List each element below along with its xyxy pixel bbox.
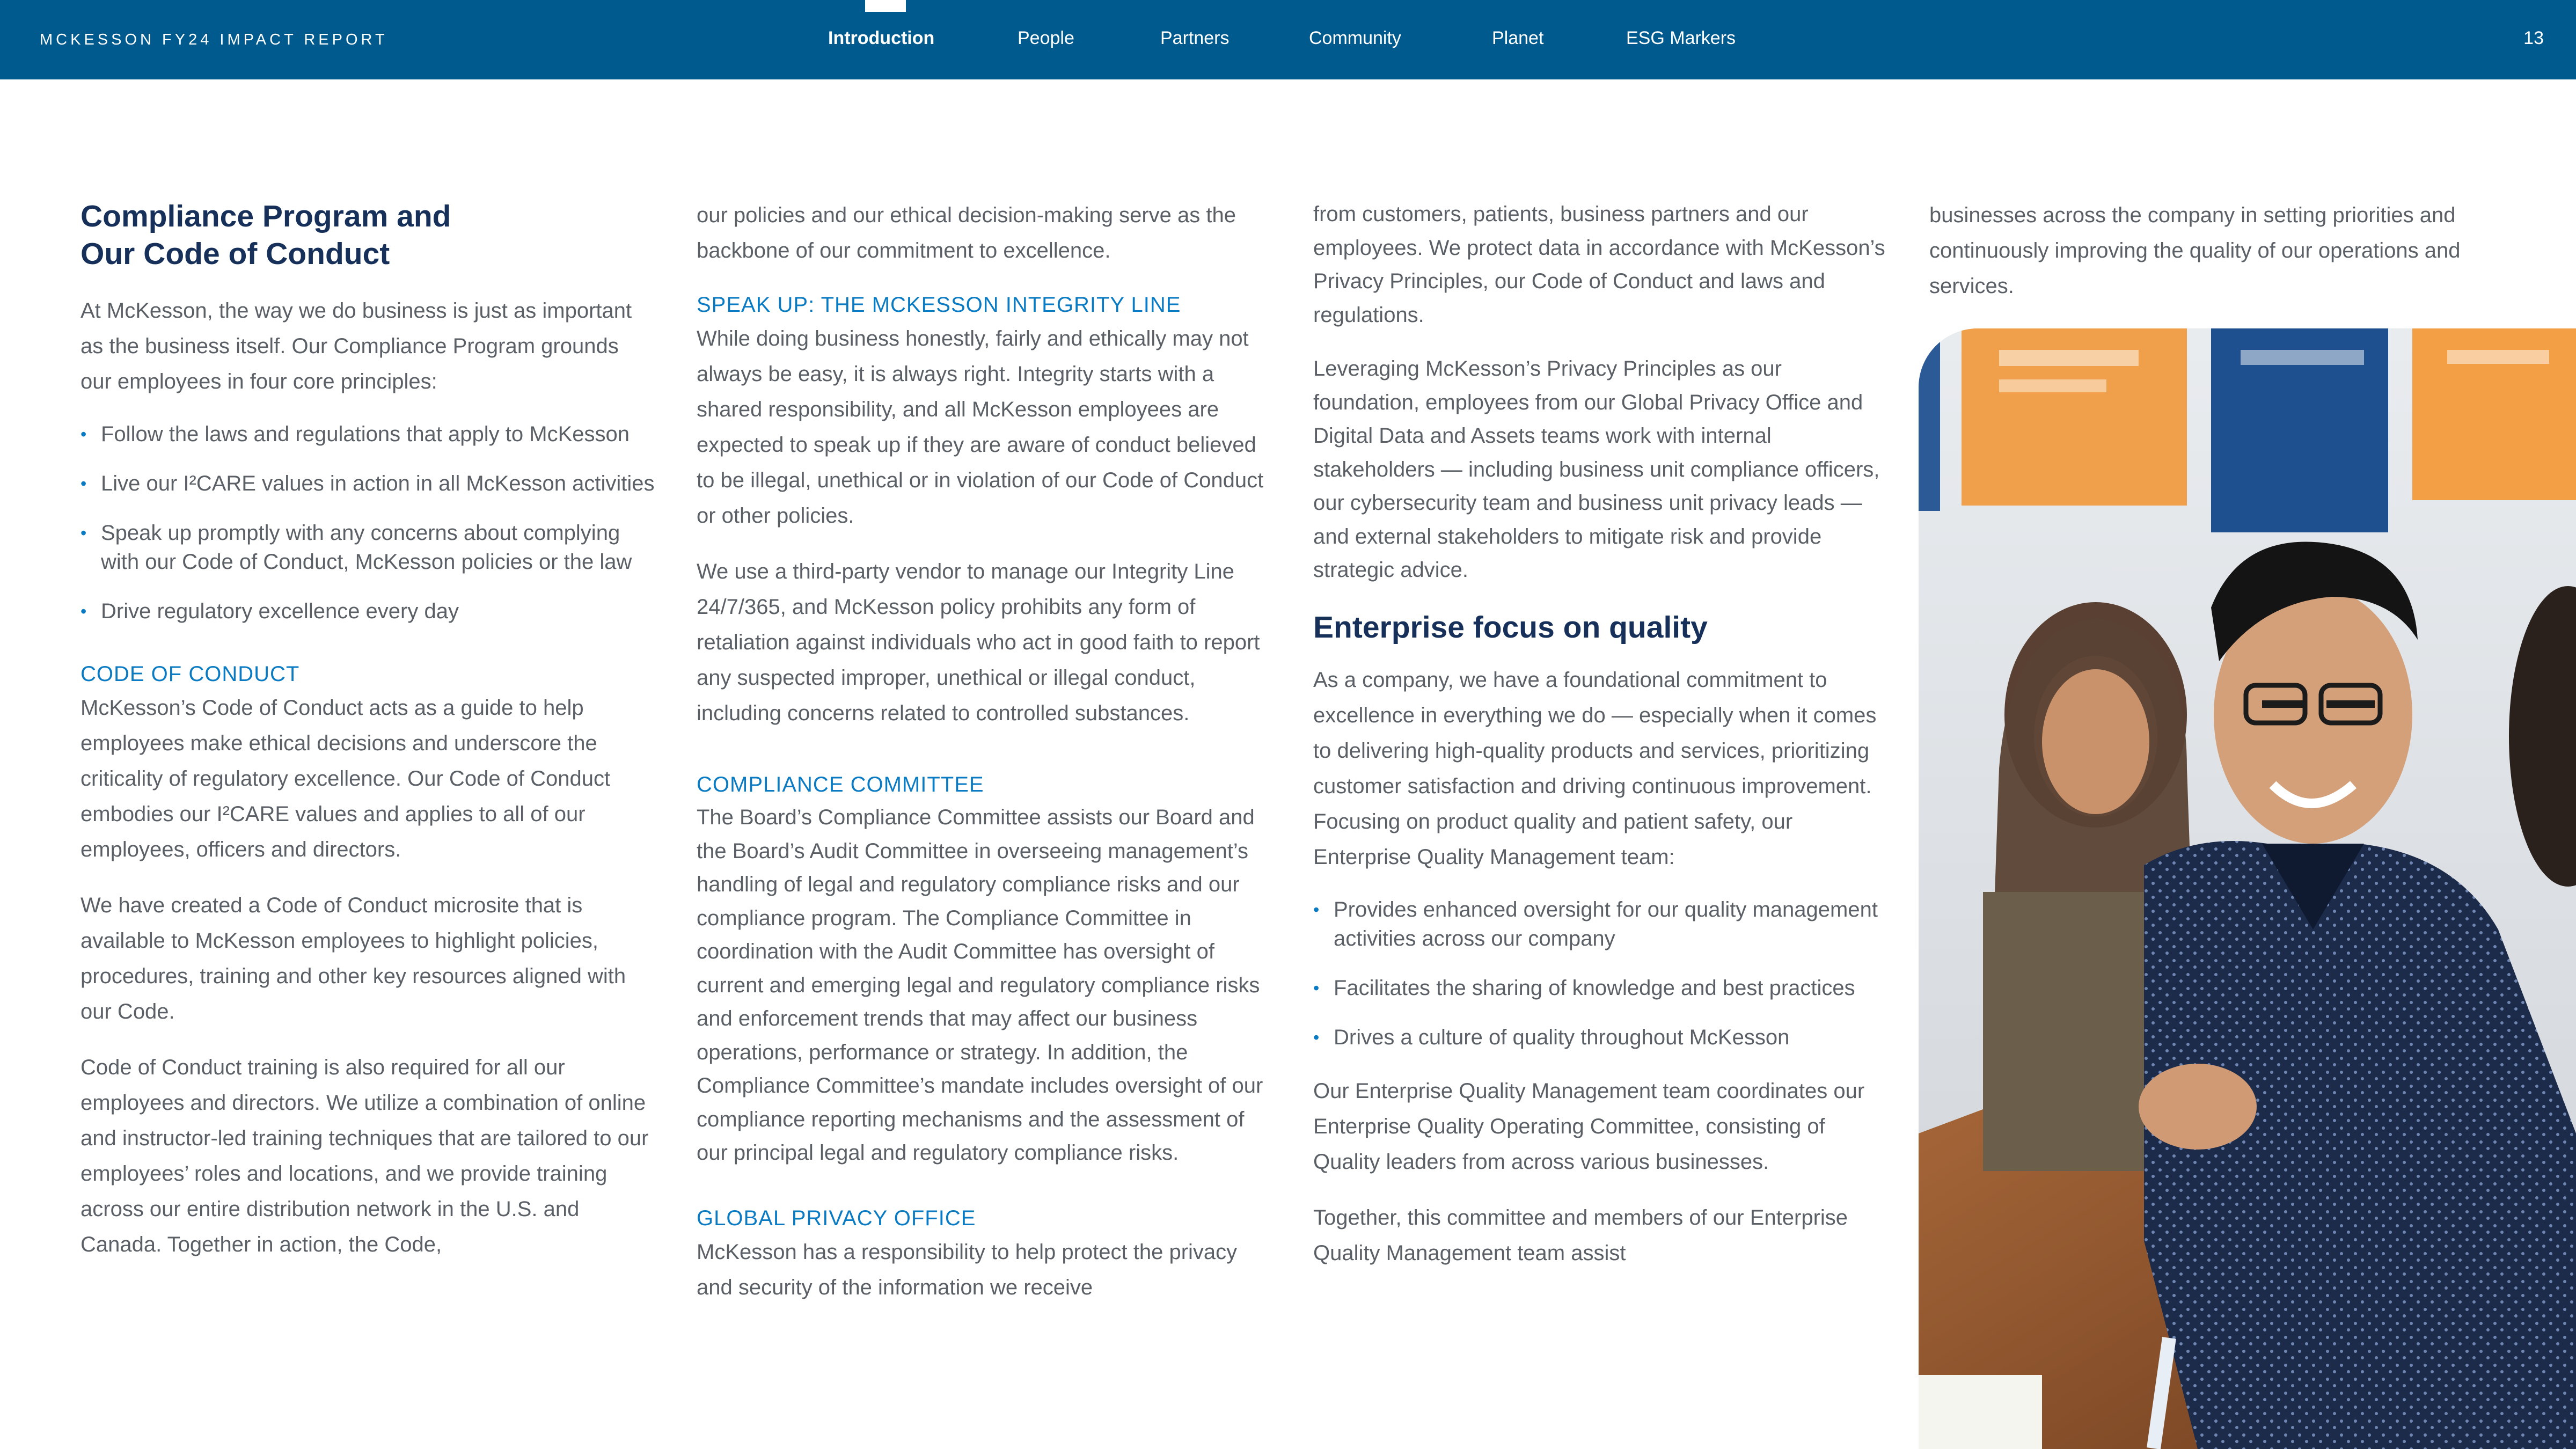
active-tab-indicator bbox=[865, 0, 906, 12]
compliance-title-line2: Our Code of Conduct bbox=[80, 237, 390, 271]
quality-title: Enterprise focus on quality bbox=[1313, 610, 1708, 645]
column-1 bbox=[80, 197, 655, 1283]
code-paragraph-1: McKesson’s Code of Conduct acts as a guide to help employees make ethical decisions and underscore the criticality of regulatory excellence. Our Code of Conduct embodies our I²CARE values and applies to all of our employees, officers and directors. bbox=[80, 696, 611, 861]
quality-paragraph-2: Our Enterprise Quality Management team coordinates our Enterprise Quality Operating Committee, consisting of Quality leaders from across various businesses. bbox=[1313, 1079, 1865, 1174]
speak-up-paragraph-2: We use a third-party vendor to manage our Integrity Line 24/7/365, and McKesson policy prohibits any form of retaliation against individuals who act in good faith to report any suspected improper, unethical or illegal conduct, including concerns related to controlled substances. bbox=[697, 560, 1260, 725]
top-nav-bar bbox=[0, 0, 2576, 79]
principles-list bbox=[80, 420, 655, 626]
compliance-title bbox=[80, 197, 655, 273]
compliance-intro: At McKesson, the way we do business is just as important as the business itself. Our Compliance Program grounds our employees in four core principles: bbox=[80, 299, 632, 393]
nav-planet[interactable]: Planet bbox=[1492, 28, 1544, 48]
col2-continuation: our policies and our ethical decision-making serve as the backbone of our commitment to excellence. bbox=[697, 203, 1236, 262]
code-paragraph-3: Code of Conduct training is also required for all our employees and directors. We utilize a combination of online and instructor-led training techniques that are tailored to our employees’ roles and locations, and we provide training across our entire distribution network in the U.S. and Canada. Together in action, the Code, bbox=[80, 1056, 649, 1256]
report-brand: MCKESSON FY24 IMPACT REPORT bbox=[40, 31, 388, 48]
page-number: 13 bbox=[2523, 28, 2544, 48]
quality-paragraph-3: Together, this committee and members of our Enterprise Quality Management team assist bbox=[1313, 1205, 1848, 1265]
column-3 bbox=[1313, 197, 1887, 1291]
global-privacy-heading: GLOBAL PRIVACY OFFICE bbox=[697, 1206, 976, 1230]
nav-partners[interactable]: Partners bbox=[1160, 28, 1230, 48]
speak-up-paragraph-1: While doing business honestly, fairly and ethically may not always be easy, it is always right. Integrity starts with a shared responsibility, and all McKesson employees are expected to speak up if they are aware of conduct believed to be illegal, unethical or in violation of our Code of Conduct or other policies. bbox=[697, 327, 1264, 528]
code-of-conduct-heading: CODE OF CONDUCT bbox=[80, 662, 300, 686]
column-2 bbox=[697, 197, 1271, 1326]
global-privacy-paragraph: McKesson has a responsibility to help protect the privacy and security of the information we receive bbox=[697, 1240, 1238, 1299]
nav-introduction[interactable]: Introduction bbox=[828, 28, 935, 48]
photo-illustration bbox=[1919, 328, 2576, 1449]
compliance-title-line1: Compliance Program and bbox=[80, 199, 451, 233]
quality-list bbox=[1313, 895, 1887, 1052]
quality-paragraph-1: As a company, we have a foundational commitment to excellence in everything we do — especially when it comes to delivering high-quality products and services, prioritizing customer satisfaction and driving continuous improvement. Focusing on product quality and patient safety, our Enterprise Quality Management team: bbox=[1313, 668, 1877, 869]
nav-esg-markers[interactable]: ESG Markers bbox=[1626, 28, 1736, 48]
team-meeting-photo bbox=[1919, 328, 2576, 1449]
col4-continuation: businesses across the company in setting priorities and continuously improving the quality of our operations and services. bbox=[1929, 203, 2461, 298]
list-item: • Follow the laws and regulations that apply to McKesson bbox=[80, 420, 655, 449]
col3-continuation: from customers, patients, business partners and our employees. We protect data in accordance with McKesson’s Privacy Principles, our Code of Conduct and laws and regulations. bbox=[1313, 202, 1885, 327]
compliance-committee-paragraph: The Board’s Compliance Committee assists our Board and the Board’s Audit Committee in overseeing management’s handling of legal and regulatory compliance risks and our compliance program. The Compliance Committee in coordination with the Audit Committee has oversight of current and emerging legal and regulatory compliance risks and enforcement trends that may affect our business operations, performance or strategy. In addition, the Compliance Committee’s mandate includes oversight of our compliance reporting mechanisms and the assessment of our principal legal and regulatory compliance risks. bbox=[697, 806, 1263, 1165]
compliance-committee-heading: COMPLIANCE COMMITTEE bbox=[697, 773, 984, 796]
nav-people[interactable]: People bbox=[1018, 28, 1074, 48]
list-item: • Drive regulatory excellence every day bbox=[80, 597, 655, 626]
list-item: • Drives a culture of quality throughout McKesson bbox=[1313, 1023, 1887, 1052]
column-4 bbox=[1929, 197, 2530, 324]
speak-up-heading: SPEAK UP: THE MCKESSON INTEGRITY LINE bbox=[697, 293, 1181, 317]
nav-community[interactable]: Community bbox=[1309, 28, 1401, 48]
list-item: • Facilitates the sharing of knowledge and best practices bbox=[1313, 974, 1887, 1002]
privacy-principles-paragraph: Leveraging McKesson’s Privacy Principles as our foundation, employees from our Global Privacy Office and Digital Data and Assets teams work with internal stakeholders — including business unit compliance officers, our cybersecurity team and business unit privacy leads — and external stakeholders to mitigate risk and provide strategic advice. bbox=[1313, 357, 1880, 582]
list-item: • Live our I²CARE values in action in all McKesson activities bbox=[80, 469, 655, 498]
list-item: • Speak up promptly with any concerns about complying with our Code of Conduct, McKesson policies or the law bbox=[80, 518, 655, 576]
code-paragraph-2: We have created a Code of Conduct microsite that is available to McKesson employees to highlight policies, procedures, training and other key resources aligned with our Code. bbox=[80, 894, 626, 1023]
list-item: • Provides enhanced oversight for our quality management activities across our company bbox=[1313, 895, 1887, 953]
